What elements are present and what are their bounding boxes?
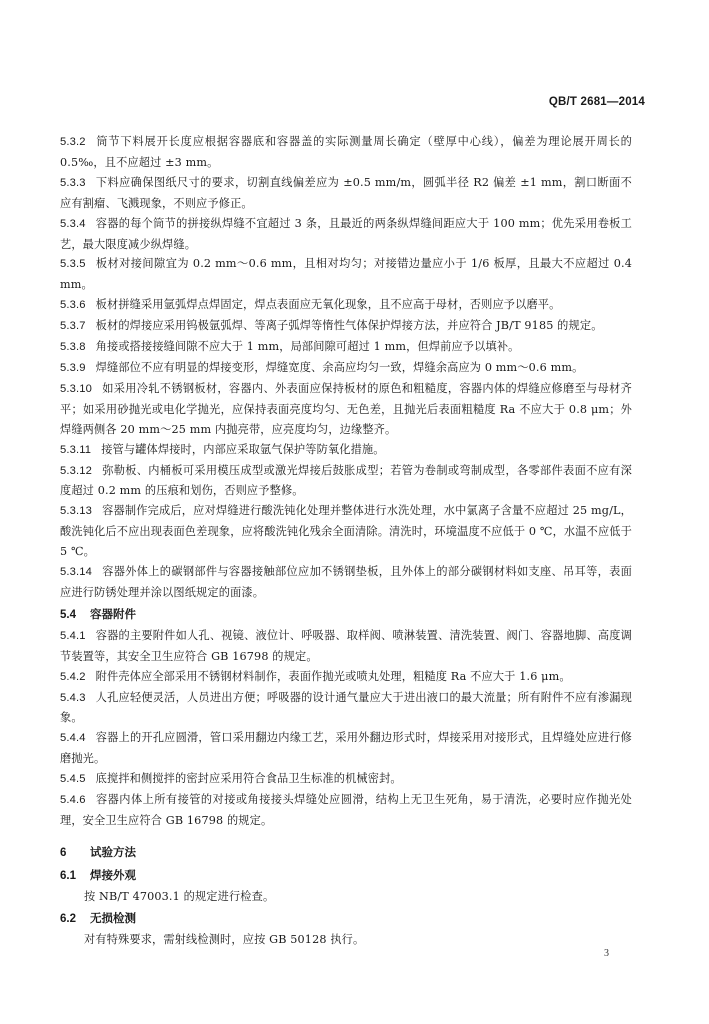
clause-number: 5.3.7	[60, 320, 86, 333]
standard-code: QB/T 2681—2014	[548, 96, 645, 108]
clause-number: 5.3.12	[60, 464, 93, 477]
section-title: 试验方法	[90, 844, 136, 859]
clause-text: 弥勒板、内桶板可采用模压成型或激光焊接后鼓胀成型；若管为卷制或弯制成型，各零部件表面不应有深度超过 0.2 mm 的压痕和划伤，否则应予整修。	[60, 463, 632, 498]
clause-number: 5.3.5	[60, 258, 86, 271]
clause-number: 5.4.1	[60, 629, 86, 642]
clause-text: 容器外体上的碳钢部件与容器接触部位应加不锈钢垫板，且外体上的部分碳钢材料如支座、吊耳等，表面应进行防锈处理并涂以图纸规定的面漆。	[60, 565, 632, 599]
clause-5-3-13	[60, 501, 632, 562]
section-number: 5.4	[60, 608, 76, 621]
clause-5-3-4	[60, 214, 632, 255]
clause-5-3-14	[60, 562, 632, 603]
section-heading-6	[60, 841, 632, 864]
clause-text: 容器的每个筒节的拼接纵焊缝不宜超过 3 条，且最近的两条纵焊缝间距应大于 100 mm；优先采用卷板工艺，最大限度减少纵焊缝。	[60, 216, 632, 251]
clause-text: 角接或搭接接缝间隙不应大于 1 mm，局部间隙可超过 1 mm，但焊前应予以填补。	[95, 340, 520, 354]
clause-text: 下料应确保图纸尺寸的要求，切割直线偏差应为 ±0.5 mm/m，圆弧半径 R2 偏差 ±1 mm，割口断面不应有割瘤、飞溅现象，不则应予修正。	[60, 175, 632, 210]
clause-number: 5.4.2	[60, 670, 86, 683]
section-spacer	[60, 831, 632, 841]
subsection-text-6-2: 对有特殊要求，需射线检测时，应按 GB 50128 执行。	[84, 932, 365, 946]
clause-number: 5.3.10	[60, 382, 93, 395]
clause-text: 底搅拌和侧搅拌的密封应采用符合食品卫生标准的机械密封。	[95, 772, 402, 786]
clause-5-3-12	[60, 461, 632, 502]
clause-5-3-6	[60, 295, 632, 316]
clause-text: 容器的主要附件如人孔、视镜、液位计、呼吸器、取样阀、喷淋装置、清洗装置、阀门、容器地脚、高度调节装置等，其安全卫生应符合 GB 16798 的规定。	[60, 628, 632, 663]
clause-text: 如采用冷轧不锈钢板材，容器内、外表面应保持板材的原色和粗糙度，容器内体的焊缝应修磨至与母材齐平；如采用砂抛光或电化学抛光，应保持表面亮度均匀、无色差，且抛光后表面粗糙度 Ra 不应大于 0.8 μm；外焊缝两侧各 20 mm～25 mm 内抛亮带，应亮度均匀，边缘整齐。	[60, 381, 632, 436]
clause-text: 焊缝部位不应有明显的焊接变形，焊缝宽度、余高应均匀一致，焊缝余高应为 0 mm～0.6 mm。	[95, 360, 584, 374]
clause-number: 5.4.3	[60, 691, 86, 704]
subsection-number: 6.1	[60, 869, 76, 882]
clause-text: 容器内体上所有接管的对接或角接接头焊缝处应圆滑，结构上无卫生死角，易于清洗，必要时应作抛光处理，安全卫生应符合 GB 16798 的规定。	[60, 793, 632, 827]
clause-number: 5.3.6	[60, 299, 86, 312]
clause-5-3-10	[60, 379, 632, 440]
clause-number: 5.3.2	[60, 136, 86, 148]
clause-5-3-11	[60, 440, 632, 461]
clause-5-4-6	[60, 790, 632, 831]
subsection-title: 无损检测	[90, 910, 136, 925]
clause-5-4-1	[60, 626, 632, 667]
clause-text: 容器上的开孔应圆滑，管口采用翻边内缘工艺，采用外翻边形式时，焊接采用对接形式，且焊缝处应进行修磨抛光。	[60, 731, 632, 766]
clause-5-4-5	[60, 769, 632, 790]
clause-5-3-2	[60, 132, 632, 173]
clause-number: 5.4.6	[60, 794, 86, 807]
clause-5-4-2	[60, 667, 632, 688]
subsection-heading-6-2	[60, 907, 632, 930]
clause-5-4-3	[60, 688, 632, 729]
subsection-text-6-1: 按 NB/T 47003.1 的规定进行检查。	[84, 889, 275, 903]
clause-number: 5.3.11	[60, 443, 92, 456]
clause-text: 板材对接间隙宜为 0.2 mm～0.6 mm，且相对均匀；对接错边量应小于 1/6 板厚，且最大不应超过 0.4 mm。	[60, 257, 632, 292]
clause-number: 5.3.9	[60, 361, 86, 374]
clause-text: 筒节下料展开长度应根据容器底和容器盖的实际测量周长确定（壁厚中心线），偏差为理论展开周长的 0.5‰，且不应超过 ±3 mm。	[60, 135, 632, 169]
subsection-number: 6.2	[60, 912, 76, 925]
clause-number: 5.3.14	[60, 566, 93, 579]
clause-5-3-5	[60, 254, 632, 295]
clause-text: 附件壳体应全部采用不锈钢材料制作，表面作抛光或喷丸处理，粗糙度 Ra 不应大于 1.6 μm。	[95, 669, 571, 683]
clause-5-3-3	[60, 173, 632, 214]
page-number: 3	[604, 948, 609, 959]
clause-5-3-9	[60, 358, 632, 379]
clause-number: 5.3.8	[60, 341, 86, 354]
clause-text: 接管与罐体焊接时，内部应采取氩气保护等防氧化措施。	[101, 442, 385, 456]
clause-5-3-8	[60, 337, 632, 358]
clause-text: 板材的焊接应采用钨极氩弧焊、等离子弧焊等惰性气体保护焊接方法，并应符合 JB/T 9185 的规定。	[95, 319, 603, 333]
clause-text: 容器制作完成后，应对焊缝进行酸洗钝化处理并整体进行水洗处理，水中氯离子含量不应超过 25 mg/L，酸洗钝化后不应出现表面色差现象，应将酸洗钝化残余全面清除。清洗时，环境温度不应低于 0 ℃，水温不应低于 5 ℃。	[60, 504, 632, 559]
clause-text: 人孔应轻便灵活，人员进出方便；呼吸器的设计通气量应大于进出液口的最大流量；所有附件不应有渗漏现象。	[60, 690, 632, 725]
subsection-title: 焊接外观	[90, 867, 136, 882]
section-heading-5-4	[60, 603, 632, 626]
section-title: 容器附件	[90, 606, 136, 621]
clause-number: 5.3.13	[60, 505, 93, 518]
clause-number: 5.4.4	[60, 732, 86, 745]
section-number: 6	[60, 846, 67, 859]
subsection-heading-6-1	[60, 864, 632, 887]
clause-number: 5.3.4	[60, 217, 86, 230]
clause-number: 5.3.3	[60, 176, 86, 189]
clause-text: 板材拼缝采用氩弧焊点焊固定，焊点表面应无氧化现象，且不应高于母材，否则应予以磨平。	[95, 298, 561, 312]
body-text	[60, 132, 632, 950]
clause-number: 5.4.5	[60, 773, 86, 786]
clause-5-4-4	[60, 728, 632, 769]
clause-5-3-7	[60, 316, 632, 337]
